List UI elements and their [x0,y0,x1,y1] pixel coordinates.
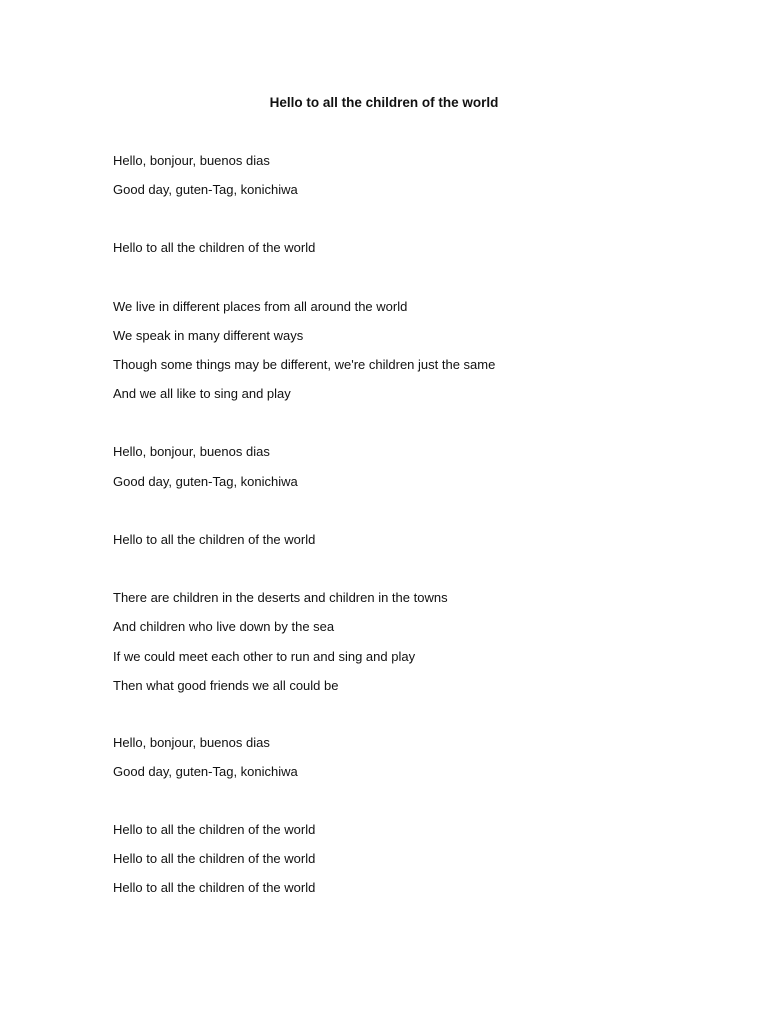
page-title: Hello to all the children of the world [269,95,499,110]
lyric-line: Hello to all the children of the world [113,532,316,547]
lyric-line: If we could meet each other to run and sing and play [113,649,416,664]
lyric-line: Hello, bonjour, buenos dias [113,444,270,459]
lyric-line: Good day, guten-Tag, konichiwa [113,182,298,197]
lyric-line: And children who live down by the sea [113,619,335,634]
lyric-line: Good day, guten-Tag, konichiwa [113,764,298,779]
lyric-line: And we all like to sing and play [113,386,291,401]
lyric-line: Hello to all the children of the world [113,880,316,895]
lyric-line: We live in different places from all around the world [113,299,408,314]
lyric-line: Then what good friends we all could be [113,678,339,693]
lyric-line: Hello to all the children of the world [113,851,316,866]
lyric-line: Hello, bonjour, buenos dias [113,735,270,750]
lyric-line: Hello to all the children of the world [113,822,316,837]
lyric-line: Though some things may be different, we're children just the same [113,357,496,372]
lyric-line: Hello, bonjour, buenos dias [113,153,270,168]
lyric-line: There are children in the deserts and children in the towns [113,590,448,605]
lyric-line: Good day, guten-Tag, konichiwa [113,474,298,489]
lyric-line: We speak in many different ways [113,328,304,343]
lyric-line: Hello to all the children of the world [113,240,316,255]
